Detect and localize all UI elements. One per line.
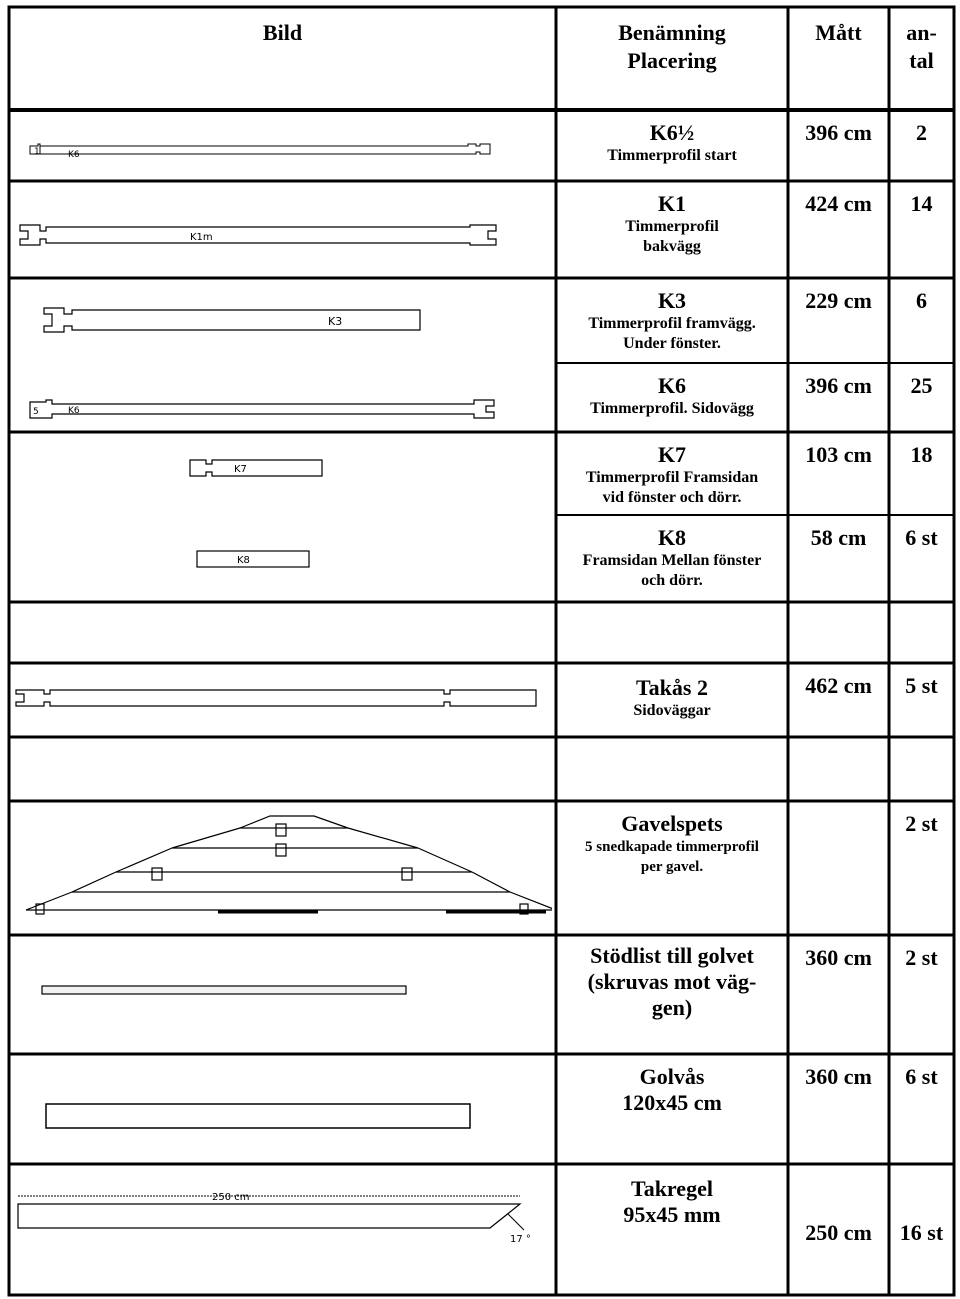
row-stodlist-antal-text: 2 st bbox=[905, 945, 938, 970]
row-stodlist-antal bbox=[889, 935, 954, 1054]
row-takregel-antal bbox=[889, 1164, 954, 1295]
row-k6-antal-text: 25 bbox=[910, 373, 933, 398]
k3-drawing bbox=[42, 306, 432, 336]
row-stodlist-name bbox=[556, 935, 788, 1054]
row-k7-desc-1: Timmerprofil Framsidan bbox=[585, 469, 759, 486]
header-placering-text: Placering bbox=[627, 48, 717, 73]
row-takregel-title-2: 95x45 mm bbox=[623, 1202, 721, 1227]
k1-drawing-label: K1m bbox=[190, 232, 213, 243]
k6half-end-mark: 1 bbox=[34, 147, 40, 157]
header-benamning bbox=[556, 7, 788, 110]
row-takas-title: Takås 2 bbox=[636, 675, 708, 700]
row-k6half-antal bbox=[889, 110, 954, 181]
row-golvas-title: Golvås bbox=[639, 1064, 705, 1089]
row-k3-desc-1: Timmerprofil framvägg. bbox=[588, 315, 756, 332]
row-takregel-name bbox=[556, 1164, 788, 1295]
row-k1-title: K1 bbox=[657, 191, 687, 216]
row-k3-name bbox=[556, 278, 788, 363]
row-takas-antal bbox=[889, 663, 954, 737]
k6-drawing bbox=[28, 398, 508, 424]
row-gavelspets-name bbox=[556, 801, 788, 935]
row-k8-name bbox=[556, 515, 788, 602]
row-gavelspets-title: Gavelspets bbox=[621, 811, 723, 836]
row-gavelspets-matt bbox=[788, 801, 889, 935]
row-golvas-antal bbox=[889, 1054, 954, 1164]
row-k8-title: K8 bbox=[657, 525, 687, 550]
header-antal-text-2: tal bbox=[909, 48, 934, 73]
row-k6half-matt-text: 396 cm bbox=[805, 120, 872, 145]
row-k6half-name bbox=[556, 110, 788, 181]
row-k8-matt-text: 58 cm bbox=[810, 525, 867, 550]
row-k1-matt-text: 424 cm bbox=[805, 191, 872, 216]
row-k6-desc: Timmerprofil. Sidovägg bbox=[590, 400, 754, 417]
row-k3-antal bbox=[889, 278, 954, 363]
takregel-drawing bbox=[14, 1186, 534, 1256]
k6half-drawing bbox=[28, 142, 508, 162]
row-k1-antal-text: 14 bbox=[910, 191, 933, 216]
row-stodlist-matt-text: 360 cm bbox=[805, 945, 872, 970]
row-k7-matt bbox=[788, 432, 889, 515]
stodlist-drawing bbox=[40, 984, 410, 998]
takregel-dim-label: 250 cm bbox=[212, 1192, 250, 1203]
row-takregel-matt bbox=[788, 1164, 889, 1295]
k7-drawing bbox=[188, 458, 328, 480]
row-k7-name bbox=[556, 432, 788, 515]
row-gavelspets-antal-text: 2 st bbox=[905, 811, 938, 836]
takas-drawing bbox=[14, 688, 544, 710]
row-k7-title: K7 bbox=[657, 442, 687, 467]
row-stodlist-title: Stödlist till golvet bbox=[590, 943, 754, 968]
row-takregel-matt-text: 250 cm bbox=[805, 1219, 872, 1245]
header-bild-text: Bild bbox=[262, 20, 303, 45]
golvas-drawing bbox=[44, 1102, 474, 1132]
row-k6-name bbox=[556, 363, 788, 432]
row-k3-matt bbox=[788, 278, 889, 363]
row-k1-antal bbox=[889, 181, 954, 278]
row-k6half-desc: Timmerprofil start bbox=[607, 147, 737, 164]
row-stodlist-matt bbox=[788, 935, 889, 1054]
row-takas-desc: Sidoväggar bbox=[633, 702, 711, 719]
row-golvas-title-2: 120x45 cm bbox=[622, 1090, 722, 1115]
header-antal bbox=[889, 7, 954, 110]
row-stodlist-title-2: (skruvas mot väg- bbox=[587, 969, 757, 994]
row-gavelspets-desc-1: 5 snedkapade timmerprofil bbox=[585, 839, 759, 855]
row-takas-matt bbox=[788, 663, 889, 737]
row-k8-desc-1: Framsidan Mellan fönster bbox=[582, 552, 762, 569]
k8-drawing bbox=[195, 549, 315, 571]
k7-drawing-label: K7 bbox=[234, 464, 247, 475]
row-takas-name bbox=[556, 663, 788, 737]
row-k6-antal bbox=[889, 363, 954, 432]
row-k8-antal bbox=[889, 515, 954, 602]
k6half-drawing-label: K6 bbox=[68, 150, 80, 160]
header-matt-text: Mått bbox=[815, 20, 862, 45]
k1-drawing bbox=[18, 223, 518, 249]
row-k3-antal-text: 6 bbox=[916, 288, 927, 313]
row-k6half-antal-text: 2 bbox=[916, 120, 927, 145]
row-k1-desc-2: bakvägg bbox=[643, 238, 701, 255]
row-k8-desc-2: och dörr. bbox=[641, 572, 703, 589]
row-k6half-title: K6½ bbox=[649, 120, 695, 145]
row-takas-antal-text: 5 st bbox=[905, 673, 938, 698]
header-antal-text-1: an- bbox=[906, 20, 937, 45]
row-k6half-matt bbox=[788, 110, 889, 181]
row-gavelspets-desc-2: per gavel. bbox=[640, 859, 704, 875]
row-k1-matt bbox=[788, 181, 889, 278]
header-benamning-text: Benämning bbox=[618, 20, 726, 45]
row-gavelspets-antal bbox=[889, 801, 954, 935]
row-stodlist-title-3: gen) bbox=[651, 995, 693, 1020]
row-k1-name bbox=[556, 181, 788, 278]
row-k7-antal-text: 18 bbox=[910, 442, 933, 467]
row-k6-title: K6 bbox=[657, 373, 687, 398]
row-k1-desc-1: Timmerprofil bbox=[625, 218, 719, 235]
row-k3-matt-text: 229 cm bbox=[805, 288, 872, 313]
k8-drawing-label: K8 bbox=[237, 555, 250, 566]
row-k7-matt-text: 103 cm bbox=[805, 442, 872, 467]
row-k7-desc-2: vid fönster och dörr. bbox=[602, 489, 742, 506]
row-k7-antal bbox=[889, 432, 954, 515]
header-matt bbox=[788, 7, 889, 110]
row-golvas-antal-text: 6 st bbox=[905, 1064, 938, 1089]
k3-drawing-label: K3 bbox=[328, 315, 343, 328]
k6-drawing-label: K6 bbox=[68, 406, 80, 416]
gavelspets-drawing bbox=[12, 808, 552, 928]
row-k3-title: K3 bbox=[657, 288, 687, 313]
row-k8-matt bbox=[788, 515, 889, 602]
row-golvas-name bbox=[556, 1054, 788, 1164]
row-takregel-title: Takregel bbox=[631, 1176, 713, 1201]
row-k6-matt-text: 396 cm bbox=[805, 373, 872, 398]
row-takas-matt-text: 462 cm bbox=[805, 673, 872, 698]
k6-end-mark: 5 bbox=[33, 407, 39, 417]
row-golvas-matt bbox=[788, 1054, 889, 1164]
row-golvas-matt-text: 360 cm bbox=[805, 1064, 872, 1089]
row-k8-antal-text: 6 st bbox=[905, 525, 938, 550]
takregel-angle-label: 17 ° bbox=[510, 1234, 531, 1245]
row-takregel-antal-text: 16 st bbox=[899, 1219, 944, 1245]
header-bild bbox=[9, 7, 556, 110]
row-k6-matt bbox=[788, 363, 889, 432]
row-k3-desc-2: Under fönster. bbox=[623, 335, 721, 352]
